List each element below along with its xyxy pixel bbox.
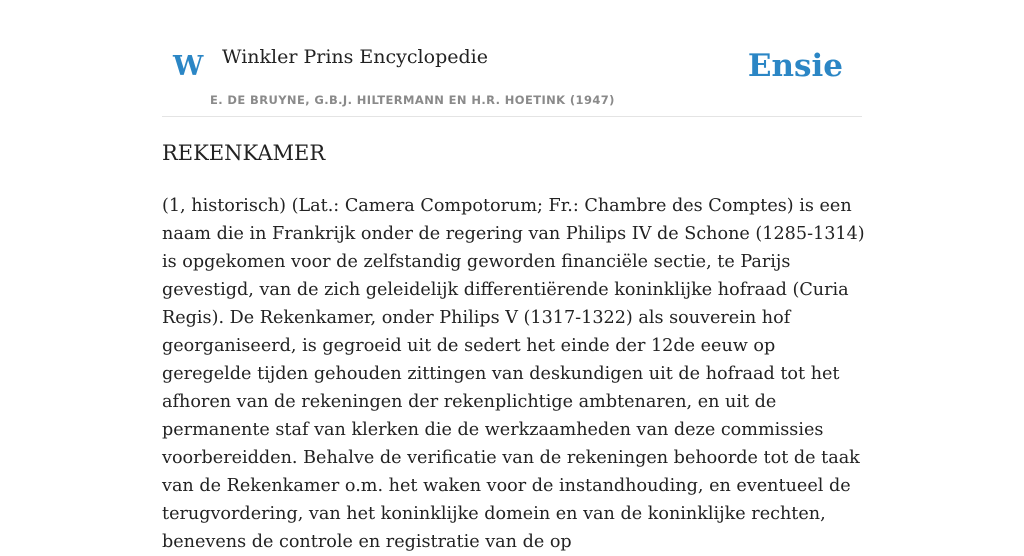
ensie-brand-logo[interactable]: Ensie (747, 48, 843, 84)
article-title: REKENKAMER (162, 141, 326, 165)
article-body: (1, historisch) (Lat.: Camera Compotorum; Fr.: Chambre des Comptes) is een naam die in Frankrijk onder de regering van Philips IV de Schone (1285-1314) is opgekomen voor de zelfstandig geworden financiële sectie, te Parijs gevestigd, van de zich geleidelijk differentiërende koninklijke hofraad (Curia Regis). De Rekenkamer, onder Philips V (1317-1322) als souverein hof georganiseerd, is gegroeid uit de sedert het einde der 12de eeuw op geregelde tijden gehouden zittingen van deskundigen uit de hofraad tot het afhoren van de rekeningen der rekenplichtige ambtenaren, en uit de permanente staf van klerken die de werkzaamheden van deze commissies voorbereidden. Behalve de verificatie van de rekeningen behoorde tot de taak van de Rekenkamer o.m. het waken voor de instandhouding, en eventueel de terugvordering, van het koninklijke domein en van de koninklijke rechten, benevens de controle en registratie van de op (162, 196, 865, 552)
authors-line: E. DE BRUYNE, G.B.J. HILTERMANN EN H.R. HOETINK (1947) (210, 93, 615, 107)
book-title[interactable]: Winkler Prins Encyclopedie (222, 46, 488, 68)
winkler-prins-logo[interactable]: W (173, 51, 204, 82)
header (162, 0, 862, 117)
